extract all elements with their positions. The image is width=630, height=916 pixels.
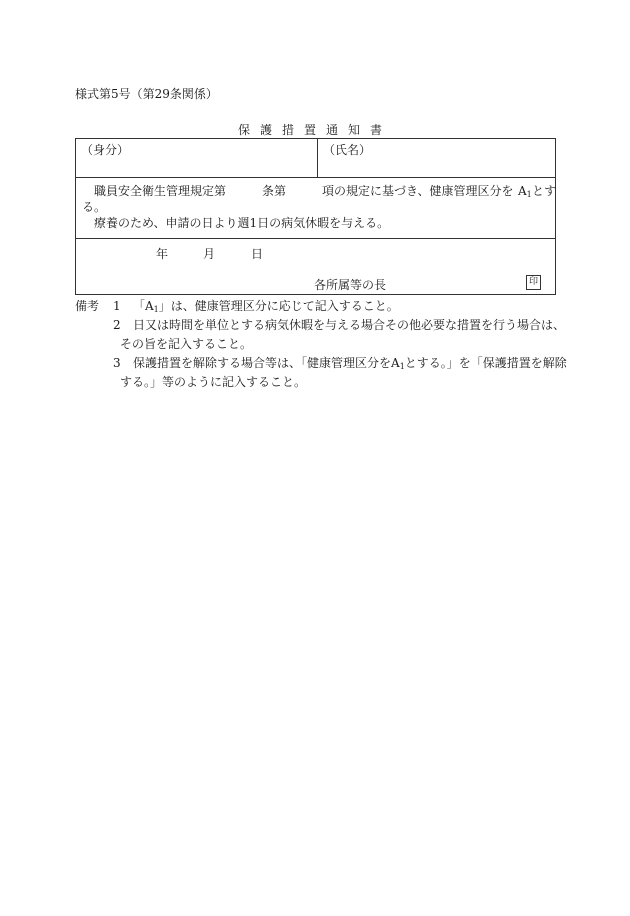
remarks-label: 備考 bbox=[75, 299, 100, 313]
date-day-label: 日 bbox=[251, 247, 264, 261]
name-label: （氏名） bbox=[323, 143, 372, 157]
body-article-text: 条第 bbox=[262, 184, 287, 198]
measure-body-row bbox=[76, 178, 555, 239]
remark-1-open: 「A bbox=[133, 299, 154, 313]
form-title: 保護措置通知書 bbox=[237, 123, 392, 137]
remark-3-number: 3 bbox=[113, 356, 121, 370]
signature-row bbox=[76, 239, 555, 294]
status-cell[interactable] bbox=[76, 139, 318, 177]
remark-2-line1: 日又は時間を単位とする病気休暇を与える場合その他必要な措置を行う場合は、 bbox=[133, 318, 566, 332]
remark-3-text-c: とする。」を「保護措置を解除 bbox=[404, 356, 567, 370]
remark-3-text-a: 保護措置を解除する場合等は、「健康管理区分を bbox=[133, 356, 392, 370]
remark-3-letter: A bbox=[391, 356, 400, 370]
body-clause-text: 項の規定に基づき、健康管理区分を bbox=[322, 184, 514, 198]
remark-1-number: 1 bbox=[113, 299, 121, 313]
notice-form-table bbox=[75, 138, 556, 295]
body-line2: る。 bbox=[82, 200, 107, 214]
body-leave-text: 療養のため、申請の日より週1日の病気休暇を与える。 bbox=[94, 216, 390, 230]
body-class-subscript: 1 bbox=[526, 190, 532, 199]
remark-2-line2: その旨を記入すること。 bbox=[120, 337, 253, 351]
date-month-label: 月 bbox=[203, 247, 216, 261]
date-year-label: 年 bbox=[156, 247, 169, 261]
remark-1-subscript: 1 bbox=[153, 305, 159, 314]
body-regulation-text: 職員安全衛生管理規定第 bbox=[94, 184, 227, 198]
name-cell[interactable] bbox=[318, 139, 555, 177]
body-class-letter: A bbox=[518, 184, 527, 198]
remark-3-line2: する。」等のように記入すること。 bbox=[120, 375, 307, 389]
form-number: 様式第5号（第29条関係） bbox=[75, 87, 218, 101]
identity-row bbox=[76, 139, 555, 178]
seal-stamp-box[interactable]: 印 bbox=[526, 275, 541, 290]
body-line1-end: とす bbox=[532, 184, 557, 198]
status-label: （身分） bbox=[81, 143, 130, 157]
signer-title: 各所属等の長 bbox=[314, 278, 387, 292]
remark-1-body: 」は、健康管理区分に応じて記入すること。 bbox=[158, 299, 399, 313]
body-class-value bbox=[518, 183, 532, 203]
remark-3-subscript: 1 bbox=[399, 362, 405, 371]
remark-2-number: 2 bbox=[113, 318, 121, 332]
